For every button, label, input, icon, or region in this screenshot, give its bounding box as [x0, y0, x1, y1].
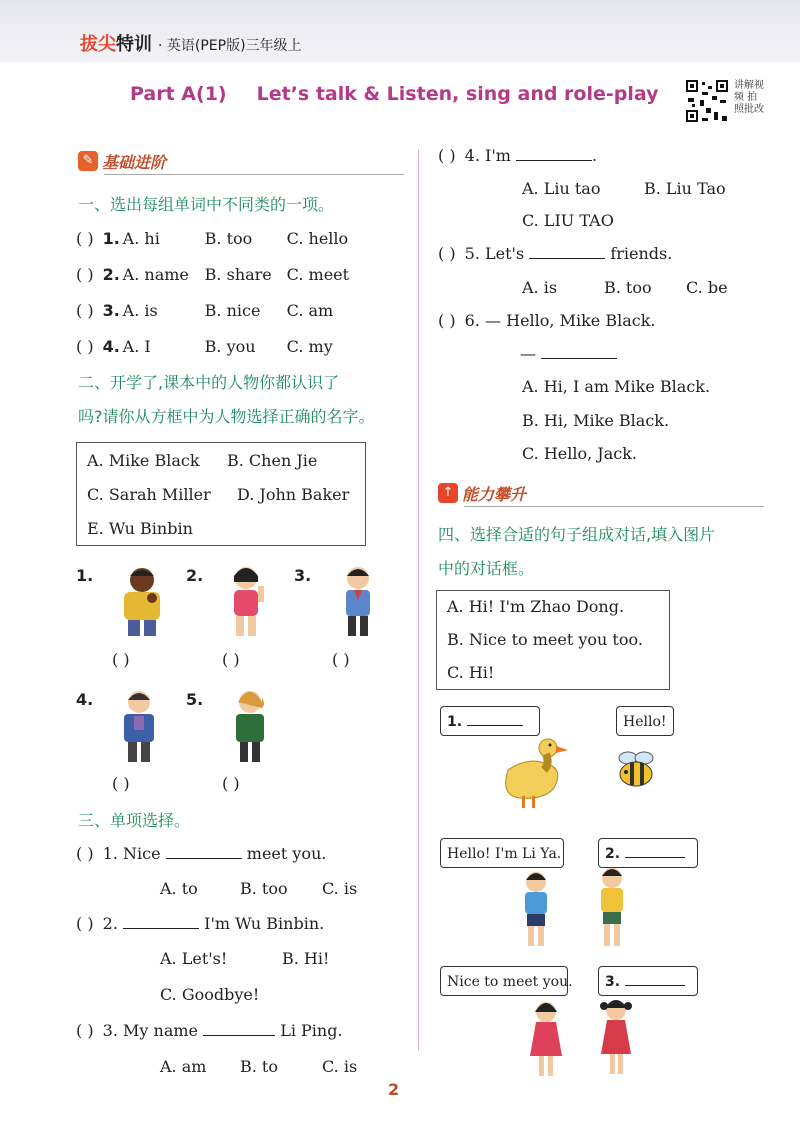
- answer-bracket[interactable]: ( ): [438, 311, 456, 330]
- q3-4-stem-end: .: [592, 146, 598, 165]
- page-number: 2: [388, 1080, 400, 1099]
- q3-question-3: [76, 1021, 343, 1040]
- q3-3-options: [160, 1057, 357, 1076]
- name-option-e: E. Wu Binbin: [87, 519, 193, 538]
- rocket-icon: ↑: [438, 483, 458, 503]
- option-b: B. to: [240, 1057, 278, 1076]
- column-divider: [418, 150, 419, 1050]
- q2-heading-line1: 二、开学了,课本中的人物你都认识了: [78, 373, 340, 392]
- option-b: B. share: [204, 265, 272, 284]
- q1-row-2: [76, 265, 349, 284]
- option-b: B. too: [204, 229, 253, 248]
- q1-number: 1.: [102, 229, 120, 248]
- name-option-d: D. John Baker: [237, 485, 350, 504]
- option-b: B. too: [604, 278, 652, 297]
- answer-bracket[interactable]: ( ): [438, 146, 456, 165]
- option-b: B. too: [240, 879, 288, 898]
- answer-bracket[interactable]: ( ): [76, 1021, 94, 1040]
- answer-blank[interactable]: [166, 846, 242, 859]
- option-c: C. is: [322, 1057, 358, 1076]
- answer-bracket[interactable]: ( ): [76, 265, 94, 284]
- q3-1-options: [160, 879, 357, 898]
- boy-figure-1-icon: [112, 566, 172, 638]
- sentence-a: A. Hi! I'm Zhao Dong.: [447, 597, 625, 616]
- option-a: A. is: [122, 301, 158, 320]
- q3-1-stem-end: meet you.: [246, 844, 327, 863]
- option-a: A. Hi, I am Mike Black.: [522, 377, 711, 396]
- option-c: C. LIU TAO: [522, 211, 614, 230]
- answer-bracket[interactable]: ( ): [76, 301, 94, 320]
- q2-heading-line2: 吗?请你从方框中为人物选择正确的名字。: [78, 407, 375, 426]
- qr-caption: 讲解视频 拍照批改: [734, 80, 764, 115]
- figure-label-2: 2.: [186, 566, 204, 585]
- option-a: A. to: [160, 879, 198, 898]
- pencil-icon: ✎: [78, 151, 98, 171]
- option-c: C. meet: [286, 265, 350, 284]
- figure-answer-3[interactable]: ( ): [332, 650, 350, 669]
- option-b: B. nice: [204, 301, 261, 320]
- q3-6-reply: [520, 344, 617, 363]
- option-a: A. I: [122, 337, 151, 356]
- reply-dash: —: [520, 344, 536, 363]
- answer-blank[interactable]: [541, 346, 617, 359]
- answer-blank[interactable]: [203, 1023, 275, 1036]
- q3-5-stem: 5. Let's: [464, 244, 525, 263]
- q2-name-box: [76, 442, 366, 546]
- qr-code-icon[interactable]: [684, 78, 730, 124]
- option-b: B. Hi, Mike Black.: [522, 411, 670, 430]
- answer-blank[interactable]: [529, 246, 605, 259]
- speech-bubble-liya: Hello! I'm Li Ya.: [440, 838, 564, 868]
- bubble-number: 1.: [447, 714, 463, 730]
- q4-sentence-box: [436, 590, 670, 690]
- figure-answer-2[interactable]: ( ): [222, 650, 240, 669]
- q3-heading: 三、单项选择。: [78, 811, 191, 830]
- q3-question-1: [76, 844, 326, 863]
- section-rule: [464, 506, 764, 507]
- answer-blank[interactable]: [123, 916, 199, 929]
- bee-icon: [612, 748, 662, 790]
- option-c: C. my: [286, 337, 333, 356]
- q3-question-2: [76, 914, 324, 933]
- q1-row-4: [76, 337, 333, 356]
- q1-number: 4.: [102, 337, 120, 356]
- q3-2-stem-end: I'm Wu Binbin.: [204, 914, 325, 933]
- q4-heading-line1: 四、选择合适的句子组成对话,填入图片: [438, 525, 716, 544]
- q1-number: 2.: [102, 265, 120, 284]
- option-c: C. be: [686, 278, 728, 297]
- option-b: B. you: [204, 337, 256, 356]
- option-a: A. Let's!: [160, 949, 228, 968]
- duck-icon: [486, 734, 576, 814]
- option-a: A. hi: [122, 229, 160, 248]
- option-a: A. name: [122, 265, 189, 284]
- q3-question-6: [438, 311, 655, 330]
- option-c: C. is: [322, 879, 358, 898]
- sentence-c: C. Hi!: [447, 663, 495, 682]
- speech-bubble-1[interactable]: [440, 706, 540, 736]
- q3-3-stem-end: Li Ping.: [280, 1021, 343, 1040]
- man-figure-4-icon: [114, 688, 164, 764]
- speech-bubble-2[interactable]: [598, 838, 698, 868]
- option-b: B. Hi!: [282, 949, 330, 968]
- q3-question-4: [438, 146, 597, 165]
- name-option-b: B. Chen Jie: [227, 451, 318, 470]
- q3-1-stem: 1. Nice: [102, 844, 161, 863]
- option-c: C. Hello, Jack.: [522, 444, 637, 463]
- q3-3-stem: 3. My name: [102, 1021, 199, 1040]
- page-title: [130, 83, 659, 105]
- figure-answer-4[interactable]: ( ): [112, 774, 130, 793]
- q3-2-stem: 2.: [102, 914, 118, 933]
- option-c: C. Goodbye!: [160, 985, 260, 1004]
- answer-bracket[interactable]: ( ): [76, 337, 94, 356]
- sentence-b: B. Nice to meet you too.: [447, 630, 643, 649]
- option-b: B. Liu Tao: [644, 179, 726, 198]
- answer-blank[interactable]: [625, 845, 685, 858]
- figure-label-5: 5.: [186, 690, 204, 709]
- figure-label-1: 1.: [76, 566, 94, 585]
- answer-blank[interactable]: [467, 713, 523, 726]
- woman-figure-5-icon: [228, 688, 272, 764]
- figure-answer-1[interactable]: ( ): [112, 650, 130, 669]
- speech-bubble-hello: Hello!: [616, 706, 674, 736]
- title-topic: Let’s talk & Listen, sing and role-play: [256, 83, 659, 105]
- figure-answer-5[interactable]: ( ): [222, 774, 240, 793]
- brand-part-b: 特训: [116, 34, 152, 55]
- answer-bracket[interactable]: ( ): [76, 844, 94, 863]
- title-part: Part A(1): [130, 83, 227, 105]
- figure-label-3: 3.: [294, 566, 312, 585]
- option-a: A. Liu tao: [522, 179, 601, 198]
- section-basic-header: [78, 150, 408, 172]
- boy-figure-3-icon: [338, 564, 378, 640]
- girl-liya-icon: [512, 870, 562, 950]
- option-c: C. am: [286, 301, 334, 320]
- answer-blank[interactable]: [516, 148, 592, 161]
- q3-4-stem: 4. I'm: [464, 146, 511, 165]
- q4-heading-line2: 中的对话框。: [438, 559, 535, 578]
- girl-red-dress-icon: [522, 1000, 570, 1080]
- name-option-c: C. Sarah Miller: [87, 485, 211, 504]
- q1-row-3: [76, 301, 333, 320]
- option-a: A. is: [522, 278, 558, 297]
- name-option-a: A. Mike Black: [87, 451, 200, 470]
- course-label: · 英语(PEP版)三年级上: [158, 38, 302, 54]
- bubble-number: 3.: [605, 974, 621, 990]
- q3-6-stem: 6. — Hello, Mike Black.: [464, 311, 656, 330]
- boy-zhaodong-icon: [590, 866, 636, 950]
- option-a: A. am: [160, 1057, 207, 1076]
- girl-pigtails-icon: [592, 996, 640, 1080]
- section-rule: [104, 174, 404, 175]
- q3-2-options: [160, 949, 329, 968]
- q3-5-stem-end: friends.: [610, 244, 673, 263]
- section-advanced-label: 能力攀升: [462, 485, 527, 504]
- q3-5-options: [522, 278, 728, 297]
- speech-bubble-3[interactable]: [598, 966, 698, 996]
- section-basic-label: 基础进阶: [102, 153, 167, 172]
- q3-4-options: [522, 179, 726, 198]
- answer-blank[interactable]: [625, 973, 685, 986]
- answer-bracket[interactable]: ( ): [76, 914, 94, 933]
- brand-part-a: 拔尖: [80, 34, 116, 55]
- bubble-number: 2.: [605, 846, 621, 862]
- header-brand: [80, 30, 302, 56]
- option-c: C. hello: [286, 229, 349, 248]
- q1-heading: 一、选出每组单词中不同类的一项。: [78, 195, 335, 214]
- answer-bracket[interactable]: ( ): [76, 229, 94, 248]
- answer-bracket[interactable]: ( ): [438, 244, 456, 263]
- speech-bubble-nice: Nice to meet you.: [440, 966, 568, 996]
- q1-row-1: [76, 229, 348, 248]
- figure-label-4: 4.: [76, 690, 94, 709]
- q3-question-5: [438, 244, 672, 263]
- girl-figure-2-icon: [222, 564, 278, 640]
- q1-number: 3.: [102, 301, 120, 320]
- section-advanced-header: [438, 482, 768, 504]
